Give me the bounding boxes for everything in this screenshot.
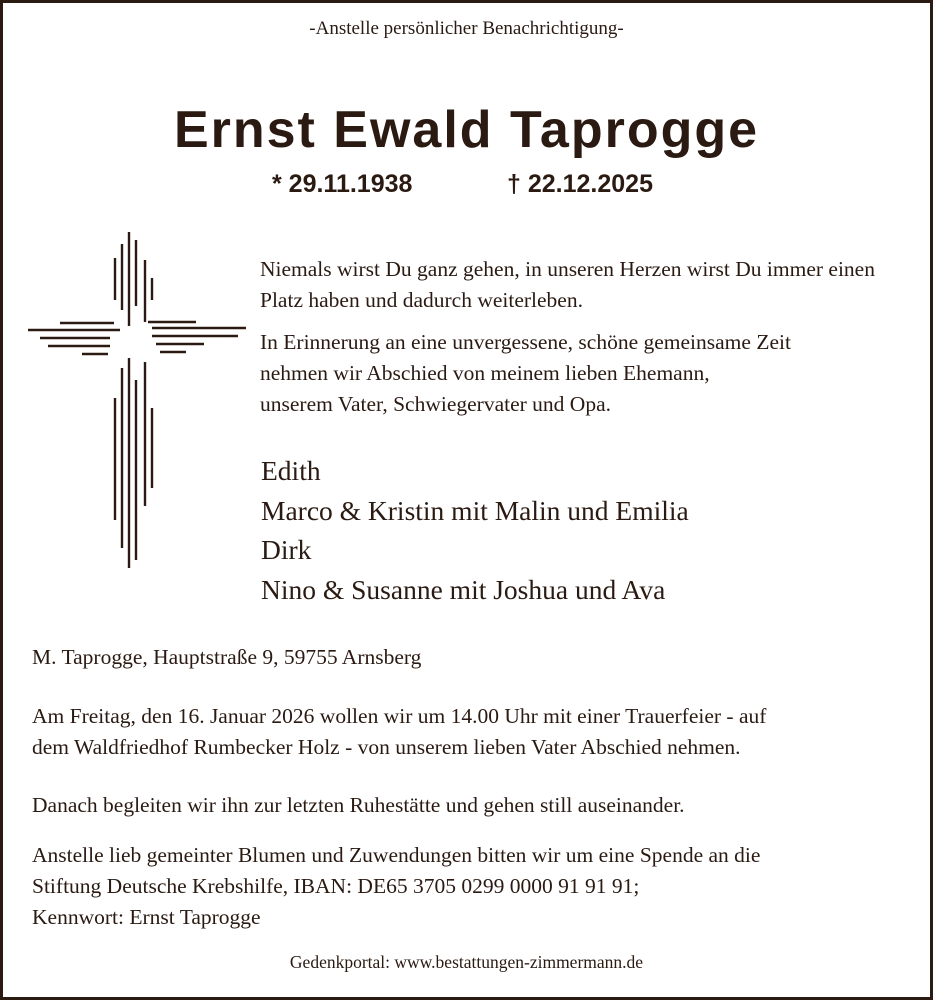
remembrance-paragraph [260, 327, 910, 420]
family-member: Dirk [261, 534, 312, 565]
memorial-portal-link[interactable]: Gedenkportal: www.bestattungen-zimmermann.de [289, 952, 644, 972]
address: M. Taprogge, Hauptstraße 9, 59755 Arnsberg [32, 645, 422, 669]
service-line: dem Waldfriedhof Rumbecker Holz - von unserem lieben Vater Abschied nehmen. [32, 735, 741, 759]
service-line: Am Freitag, den 16. Januar 2026 wollen wir um 14.00 Uhr mit einer Trauerfeier - auf [32, 704, 767, 728]
family-member: Marco & Kristin mit Malin und Emilia [261, 494, 689, 526]
family-member: Nino & Susanne mit Joshua und Ava [261, 573, 666, 605]
birth-date: * 29.11.1938 [272, 170, 413, 198]
donation-line: Anstelle lieb gemeinter Blumen und Zuwendungen bitten wir um eine Spende an die [32, 843, 761, 867]
deceased-name: Ernst Ewald Taprogge [173, 101, 760, 159]
memorial-paragraph: Niemals wirst Du ganz gehen, in unseren Herzen wirst Du immer einen Platz haben und dadurch weiterleben. [260, 257, 875, 312]
remembrance-line: nehmen wir Abschied von meinem lieben Ehemann, [260, 361, 710, 385]
burial-info: Danach begleiten wir ihn zur letzten Ruhestätte und gehen still auseinander. [32, 793, 685, 817]
donation-line: Stiftung Deutsche Krebshilfe, IBAN: DE65 3705 0299 0000 91 91 91; [32, 874, 640, 898]
notice-line: -Anstelle persönlicher Benachrichtigung- [309, 18, 624, 39]
cross-icon [26, 230, 248, 570]
donation-line: Kennwort: Ernst Taprogge [32, 905, 261, 929]
remembrance-line: unserem Vater, Schwiegervater und Opa. [260, 392, 611, 416]
family-member: Edith [261, 455, 321, 486]
remembrance-line: In Erinnerung an eine unvergessene, schöne gemeinsame Zeit [260, 330, 791, 354]
family-list [261, 451, 689, 609]
death-date: † 22.12.2025 [507, 170, 653, 198]
donation-info [32, 840, 912, 933]
service-info [32, 701, 912, 763]
